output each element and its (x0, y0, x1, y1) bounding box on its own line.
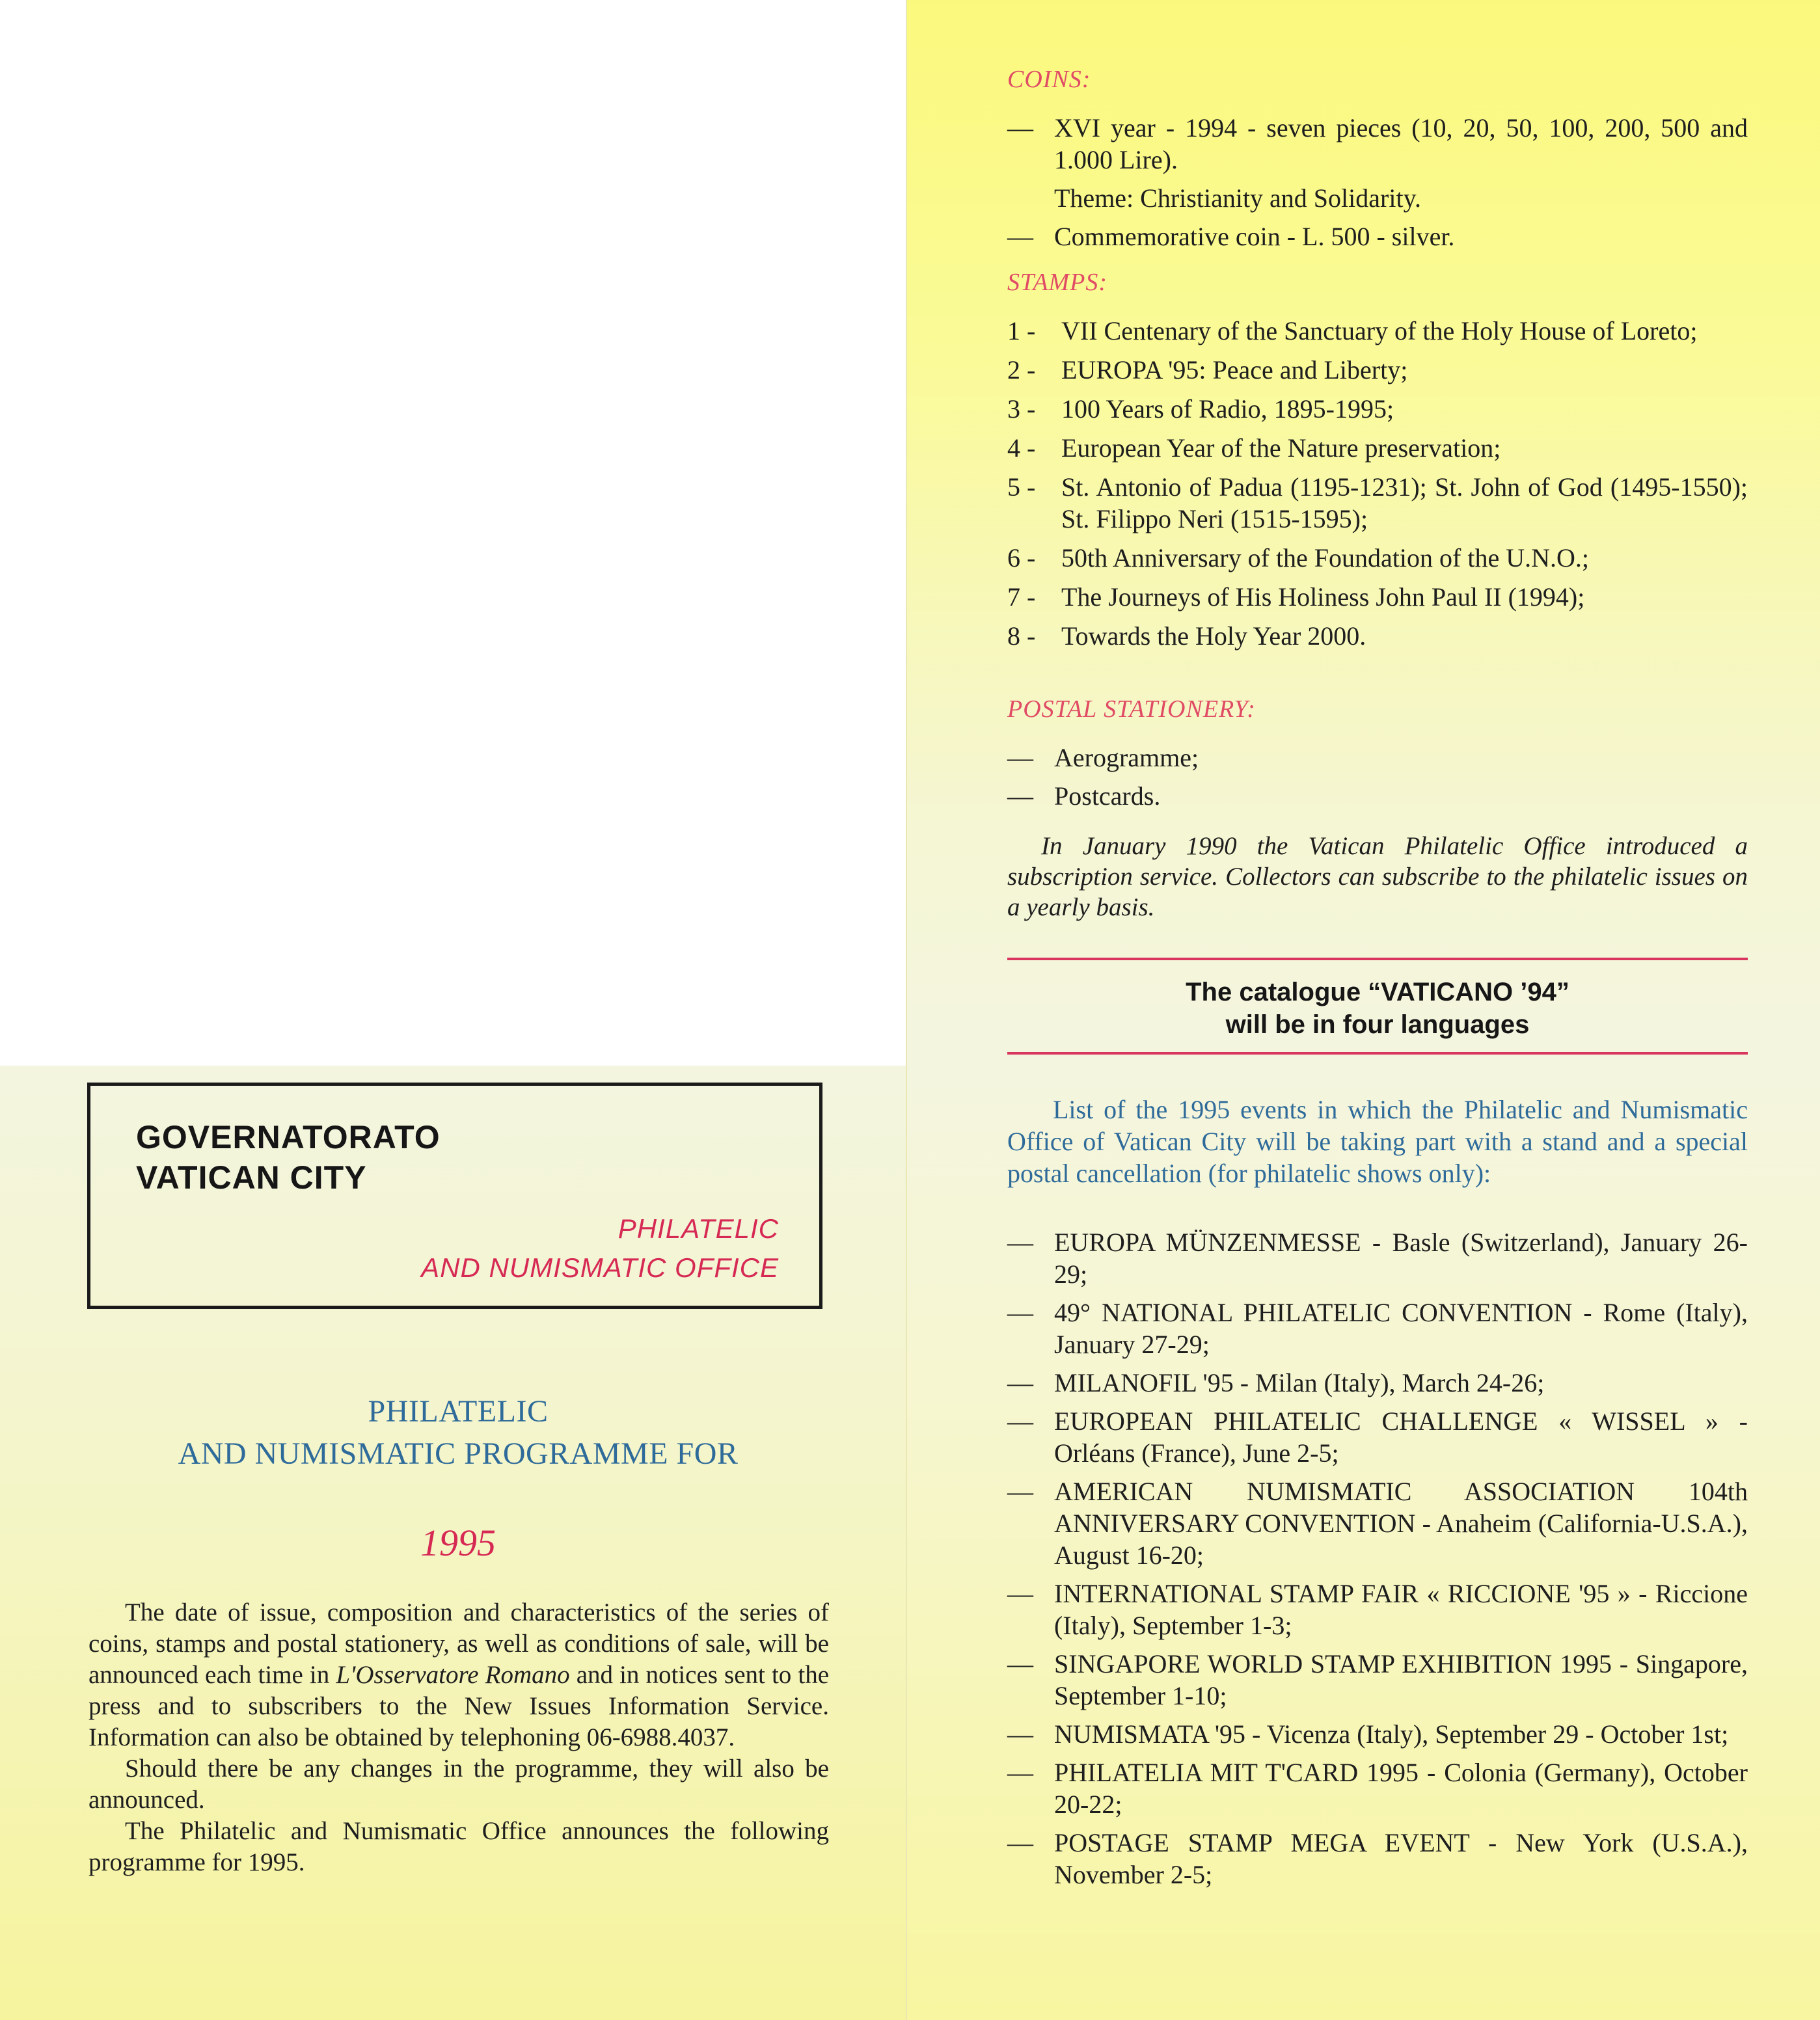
list-item-text: EUROPA '95: Peace and Liberty; (1061, 355, 1408, 384)
intro-text (88, 1597, 829, 1878)
list-item (1007, 581, 1748, 613)
catalogue-line1: The catalogue “VATICANO ’94” (1186, 978, 1569, 1006)
list-item (1007, 315, 1748, 347)
list-item (1007, 1367, 1748, 1399)
intro-p1-text: The date of issue, composition and characteristics of the series of coins, stamps and postal stationery, as well as conditions of sale, will be announced each time in (88, 1598, 829, 1689)
stamps-list (1007, 315, 1748, 659)
list-item (1007, 432, 1748, 464)
list-item-text: European Year of the Nature preservation; (1061, 433, 1501, 463)
list-item-extra: Theme: Christianity and Solidarity. (1054, 183, 1421, 213)
intro-paragraph-2: Should there be any changes in the programme, they will also be announced. (88, 1755, 829, 1814)
dash-marker: — (1007, 1298, 1033, 1327)
list-item-text: The Journeys of His Holiness John Paul II (1994); (1061, 582, 1585, 612)
dash-marker: — (1007, 1649, 1033, 1678)
dash-marker: — (1007, 1828, 1033, 1857)
list-item (1007, 1578, 1748, 1641)
divider-bottom (1007, 1052, 1748, 1055)
number-marker: 8 - (1007, 621, 1036, 651)
dash-marker: — (1007, 781, 1033, 811)
office-subtitle-line1: PHILATELIC (618, 1213, 779, 1244)
events-intro: List of the 1995 events in which the Philatelic and Numismatic Office of Vatican City will be taking part with a stand and a special postal cancellation (for philatelic shows only): (1007, 1095, 1748, 1188)
list-item (1007, 1757, 1748, 1820)
list-item (1007, 780, 1748, 812)
list-item-text: INTERNATIONAL STAMP FAIR « RICCIONE '95 » - Riccione (Italy), September 1-3; (1054, 1579, 1748, 1640)
list-item (1007, 1648, 1748, 1712)
dash-marker: — (1007, 1579, 1033, 1608)
number-marker: 3 - (1007, 394, 1036, 424)
dash-marker: — (1007, 1758, 1033, 1787)
office-header-box (87, 1083, 822, 1309)
list-item-text: 100 Years of Radio, 1895-1995; (1061, 394, 1394, 424)
office-title-line1: GOVERNATORATO (136, 1119, 441, 1155)
list-item (1007, 542, 1748, 574)
number-marker: 7 - (1007, 582, 1036, 612)
number-marker: 2 - (1007, 355, 1036, 384)
list-item-text: Commemorative coin - L. 500 - silver. (1054, 222, 1455, 251)
dash-marker: — (1007, 1477, 1033, 1506)
list-item-text: NUMISMATA '95 - Vicenza (Italy), September 29 - October 1st; (1054, 1719, 1729, 1749)
coins-heading: COINS: (1007, 66, 1091, 93)
list-item-text: EUROPA MÜNZENMESSE - Basle (Switzerland), January 26-29; (1054, 1228, 1748, 1289)
list-item (1007, 1827, 1748, 1891)
list-item (1007, 112, 1748, 214)
newspaper-title: L'Osservatore Romano (336, 1661, 570, 1689)
dash-marker: — (1007, 1228, 1033, 1257)
list-item (1007, 742, 1748, 774)
list-item (1007, 354, 1748, 386)
list-item (1007, 221, 1748, 252)
number-marker: 5 - (1007, 472, 1036, 502)
intro-p1-text-end: and in notices sent to the press and to subscribers to the New Issues Information Service. Information can also be obtained by telephoning 06-6988.4037. (88, 1661, 830, 1751)
list-item (1007, 1475, 1748, 1571)
list-item (1007, 1718, 1748, 1750)
list-item-text: EUROPEAN PHILATELIC CHALLENGE « WISSEL » - Orléans (France), June 2-5; (1054, 1407, 1748, 1468)
list-item-text: AMERICAN NUMISMATIC ASSOCIATION 104th ANNIVERSARY CONVENTION - Anaheim (California-U.S.A.), August 16-20; (1054, 1477, 1748, 1570)
list-item-text: POSTAGE STAMP MEGA EVENT - New York (U.S.A.), November 2-5; (1054, 1828, 1748, 1889)
dash-marker: — (1007, 222, 1033, 251)
list-item (1007, 1226, 1748, 1290)
list-item-text: Towards the Holy Year 2000. (1061, 621, 1366, 651)
list-item-text: VII Centenary of the Sanctuary of the Holy House of Loreto; (1061, 316, 1698, 345)
events-list (1007, 1226, 1748, 1897)
list-item-text: Postcards. (1054, 781, 1161, 811)
dash-marker: — (1007, 743, 1033, 772)
list-item-text: PHILATELIA MIT T'CARD 1995 - Colonia (Germany), October 20-22; (1054, 1758, 1748, 1819)
programme-title-line1: PHILATELIC (368, 1394, 549, 1429)
intro-paragraph-1 (88, 1597, 829, 1753)
intro-paragraph-3: The Philatelic and Numismatic Office announces the following programme for 1995. (88, 1817, 829, 1876)
dash-marker: — (1007, 1407, 1033, 1436)
list-item (1007, 393, 1748, 425)
office-title-line2: VATICAN CITY (136, 1159, 367, 1196)
list-item-text: MILANOFIL '95 - Milan (Italy), March 24-26; (1054, 1368, 1545, 1397)
divider-top (1007, 958, 1748, 960)
dash-marker: — (1007, 1368, 1033, 1397)
coins-list (1007, 112, 1748, 259)
office-subtitle-line2: AND NUMISMATIC OFFICE (421, 1252, 779, 1283)
programme-year: 1995 (420, 1522, 496, 1564)
dash-marker: — (1007, 113, 1033, 142)
list-item-text: 49° NATIONAL PHILATELIC CONVENTION - Rome (Italy), January 27-29; (1054, 1298, 1748, 1359)
stamps-heading: STAMPS: (1007, 269, 1108, 296)
postal-stationery-heading: POSTAL STATIONERY: (1007, 695, 1256, 723)
list-item (1007, 620, 1748, 652)
dash-marker: — (1007, 1719, 1033, 1749)
catalogue-notice (1007, 976, 1748, 1041)
list-item-text: XVI year - 1994 - seven pieces (10, 20, 50, 100, 200, 500 and 1.000 Lire). (1054, 113, 1748, 174)
catalogue-line2: will be in four languages (1225, 1010, 1530, 1039)
postal-stationery-list (1007, 742, 1748, 818)
list-item-text: 50th Anniversary of the Foundation of the U.N.O.; (1061, 543, 1589, 572)
list-item (1007, 1405, 1748, 1469)
list-item (1007, 471, 1748, 535)
list-item-text: Aerogramme; (1054, 743, 1199, 772)
list-item-text: SINGAPORE WORLD STAMP EXHIBITION 1995 - Singapore, September 1-10; (1054, 1649, 1748, 1710)
programme-title-line2: AND NUMISMATIC PROGRAMME FOR (178, 1436, 739, 1471)
list-item (1007, 1297, 1748, 1360)
subscription-note: In January 1990 the Vatican Philatelic Office introduced a subscription service. Collectors can subscribe to the philatelic issues on a yearly basis. (1007, 832, 1748, 921)
number-marker: 4 - (1007, 433, 1036, 463)
number-marker: 1 - (1007, 316, 1036, 345)
list-item-text: St. Antonio of Padua (1195-1231); St. John of God (1495-1550); St. Filippo Neri (1515-1595); (1061, 472, 1748, 533)
number-marker: 6 - (1007, 543, 1036, 572)
